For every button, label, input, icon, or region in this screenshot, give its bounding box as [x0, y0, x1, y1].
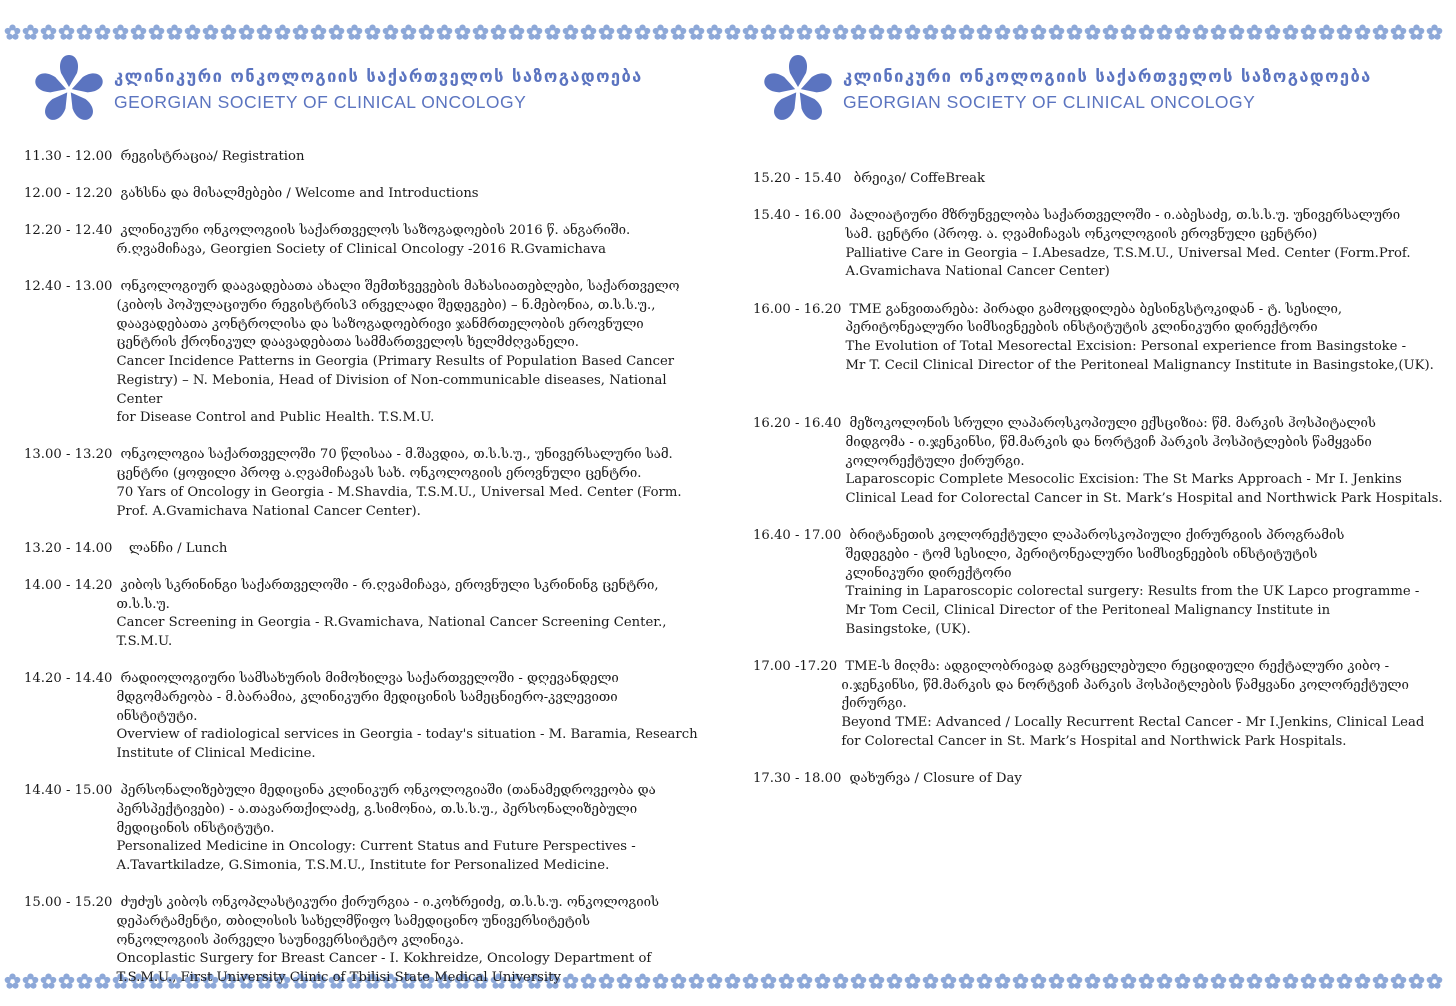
session-detail-line: Laparoscopic Complete Mesocolic Excision: The St Marks Approach - Mr I. Jenkins — [845, 472, 1402, 488]
session-description — [116, 577, 716, 652]
session-time: 15.20 - 15.40 — [753, 171, 850, 186]
flower-icon — [4, 973, 21, 990]
flower-icon — [1030, 24, 1047, 41]
flower-icon — [1156, 973, 1173, 990]
schedule-item — [24, 446, 716, 521]
session-detail-line: Beyond TME: Advanced / Locally Recurrent Rectal Cancer - Mr I.Jenkins, Clinical Lead — [841, 715, 1425, 731]
flower-icon — [832, 24, 849, 41]
session-detail-line: ინსტიტუტი. — [116, 708, 198, 724]
session-detail-line: Mr T. Cecil Clinical Director of the Peritoneal Malignancy Institute in Basingstoke,(UK). — [845, 357, 1434, 373]
session-detail-line: for Disease Control and Public Health. T.S.M.U. — [116, 410, 435, 426]
flower-icon — [1300, 973, 1317, 990]
flower-icon — [544, 24, 561, 41]
schedule-item — [753, 301, 1445, 376]
flower-icon — [580, 24, 597, 41]
flower-icon — [508, 24, 525, 41]
schedule-item — [24, 540, 716, 559]
schedule-item — [753, 770, 1445, 789]
flower-icon — [400, 24, 417, 41]
session-title: მეზოკოლონის სრული ლაპაროსკოპიული ექსციზია: წმ. მარკის ჰოსპიტალის — [849, 416, 1376, 432]
session-detail-line: შედეგები - ტომ სესილი, პერიტონეალური სიმსივნეების ინსტიტუტის — [845, 547, 1318, 563]
schedule-item — [753, 170, 1445, 189]
session-title: კლინიკური ონკოლოგიის საქართველოს საზოგადოების 2016 წ. ანგარიში. — [120, 223, 631, 239]
session-title: ბრეიკი/ CoffeBreak — [853, 171, 985, 186]
flower-icon — [1246, 973, 1263, 990]
session-title: ონკოლოგიურ დაავადებათა ახალი შემთხვევების მახასიათებლები, საქართველო — [120, 279, 680, 295]
flower-icon — [1354, 24, 1371, 41]
session-description — [845, 207, 1445, 282]
flower-icon — [1174, 24, 1191, 41]
flower-icon — [1012, 973, 1029, 990]
flower-icon — [130, 24, 147, 41]
session-detail-line: თ.ს.ს.უ. — [116, 596, 170, 612]
session-time: 15.40 - 16.00 — [753, 208, 846, 224]
session-detail-line: სამ. ცენტრი (პროფ. ა. ღვამიჩავას ონკოლოგიის ეროვნული ცენტრი) — [845, 226, 1318, 242]
flower-icon — [1390, 973, 1407, 990]
session-detail-line: A.Tavartkiladze, G.Simonia, T.S.M.U., Institute for Personalized Medicine. — [116, 858, 610, 874]
session-detail-line: ი.ჯენკინსი, წმ.მარკის და ნორტვიჩ პარკის ჰოსპიტლების წამყვანი კოლორექტული — [841, 677, 1409, 693]
flower-icon — [670, 24, 687, 41]
flower-icon — [904, 24, 921, 41]
top-flower-border — [0, 19, 1456, 45]
session-detail-line: დეპარტამენტი, თბილისის სახელმწიფო სამედიცინო უნივერსიტეტის — [116, 914, 590, 929]
session-detail-line: Palliative Care in Georgia – I.Abesadze, T.S.M.U., Universal Med. Center (Form.Prof. — [845, 245, 1411, 261]
right-schedule — [753, 170, 1445, 789]
session-detail-line: ცენტრის ქრონიკულ დაავადებათა სამმართველოს ხელმძღვანელი. — [116, 335, 579, 351]
flower-icon — [1300, 24, 1317, 41]
left-column — [24, 44, 716, 1006]
session-time: 17.30 - 18.00 — [753, 771, 846, 787]
flower-icon — [4, 24, 21, 41]
session-detail-line: for Colorectal Cancer in St. Mark’s Hospital and Northwick Park Hospitals. — [841, 733, 1347, 749]
session-description — [116, 222, 716, 259]
session-title: ძუძუს კიბოს ონკოპლასტიკური ქირურგია - ი.კოხრეიძე, თ.ს.ს.უ. ონკოლოგიის — [120, 895, 660, 911]
flower-icon — [958, 973, 975, 990]
society-name-english: GEORGIAN SOCIETY OF CLINICAL ONCOLOGY — [843, 91, 1256, 112]
flower-icon — [1156, 24, 1173, 41]
right-column — [753, 44, 1445, 807]
flower-icon — [616, 24, 633, 41]
session-title: ბრიტანეთის კოლორექტული ლაპაროსკოპიული ქირურგიის პროგრამის — [849, 528, 1345, 544]
flower-icon — [814, 24, 831, 41]
session-title: კიბოს სკრინინგი საქართველოში - რ.ღვამიჩავა, ეროვნული სკრინინგ ცენტრი, — [120, 577, 659, 593]
session-title: TME განვითარება: პირადი გამოცდილება ბესინგსტოკიდან - ტ. სესილი, — [849, 301, 1343, 317]
flower-icon — [148, 24, 165, 41]
flower-icon — [1120, 973, 1137, 990]
flower-icon — [112, 24, 129, 41]
flower-icon — [364, 24, 381, 41]
flower-icon — [976, 24, 993, 41]
flower-icon — [850, 24, 867, 41]
session-title: ლანჩი / Lunch — [128, 540, 228, 556]
flower-icon — [346, 24, 363, 41]
society-name-georgian: კლინიკური ონკოლოგიის საქართველოს საზოგადოება — [843, 66, 1372, 86]
flower-icon — [1408, 24, 1425, 41]
session-time: 14.20 - 14.40 — [24, 671, 117, 687]
session-description — [850, 770, 1445, 789]
society-header — [30, 44, 716, 134]
flower-icon — [886, 973, 903, 990]
session-description — [116, 670, 716, 764]
flower-icon — [58, 24, 75, 41]
flower-icon — [1210, 973, 1227, 990]
session-description — [116, 894, 716, 988]
flower-icon — [1282, 24, 1299, 41]
flower-icon — [940, 973, 957, 990]
flower-icon — [454, 24, 471, 41]
flower-icon — [1426, 973, 1443, 990]
session-detail-line: კოლორექტული ქირურგი. — [845, 453, 1025, 469]
session-detail-line: Cancer Incidence Patterns in Georgia (Primary Results of Population Based Cancer — [116, 354, 675, 370]
flower-icon — [1246, 24, 1263, 41]
session-detail-line: (კიბოს პოპულაციური რეგისტრის3 ირველადი შედეგები) – ნ.მებონია, თ.ს.ს.უ., — [116, 298, 656, 314]
flower-icon — [886, 24, 903, 41]
flower-icon — [1048, 24, 1065, 41]
session-detail-line: კლინიკური დირექტორი — [845, 565, 1012, 581]
session-description — [845, 301, 1445, 376]
flower-icon — [1192, 973, 1209, 990]
flower-icon — [310, 24, 327, 41]
session-detail-line: მედიცინის ინსტიტუტი. — [116, 820, 275, 836]
flower-icon — [1264, 973, 1281, 990]
session-detail-line: Mr Tom Cecil, Clinical Director of the Peritoneal Malignancy Institute in — [845, 603, 1331, 619]
session-time: 13.00 - 13.20 — [24, 447, 117, 463]
society-logo-icon — [759, 49, 837, 129]
flower-icon — [1210, 24, 1227, 41]
session-title: გახსნა და მისალმებები / Welcome and Introductions — [120, 186, 479, 202]
flower-icon — [634, 24, 651, 41]
flower-icon — [1012, 24, 1029, 41]
session-time: 16.20 - 16.40 — [753, 416, 846, 432]
session-detail-line: Clinical Lead for Colorectal Cancer in St. Mark’s Hospital and Northwick Park Hospitals. — [845, 491, 1443, 507]
flower-icon — [688, 24, 705, 41]
flower-icon — [166, 24, 183, 41]
flower-icon — [850, 973, 867, 990]
flower-icon — [76, 24, 93, 41]
flower-icon — [418, 24, 435, 41]
flower-icon — [940, 24, 957, 41]
flower-icon — [796, 973, 813, 990]
flower-icon — [1102, 973, 1119, 990]
flower-icon — [1138, 973, 1155, 990]
flower-icon — [1066, 973, 1083, 990]
flower-icon — [724, 973, 741, 990]
flower-icon — [760, 973, 777, 990]
schedule-item — [24, 782, 716, 876]
session-title: რადიოლოგიური სამსახურის მიმოხილვა საქართველოში - დღევანდელი — [120, 671, 619, 687]
session-detail-line: Prof. A.Gvamichava National Cancer Center). — [116, 503, 421, 519]
flower-icon — [706, 24, 723, 41]
schedule-item — [24, 577, 716, 652]
session-time: 12.40 - 13.00 — [24, 279, 117, 295]
schedule-item — [24, 278, 716, 428]
flower-icon — [922, 973, 939, 990]
session-time: 13.20 - 14.00 — [24, 540, 125, 556]
schedule-item — [24, 148, 716, 167]
flower-icon — [1030, 973, 1047, 990]
session-detail-line: Registry) – N. Mebonia, Head of Division of Non-communicable diseases, National Center — [116, 372, 667, 407]
session-detail-line: პერსპექტივები) - ა.თავართქილაძე, გ.სიმონია, თ.ს.ს.უ., პერსონალიზებული — [116, 801, 638, 817]
flower-icon — [1084, 973, 1101, 990]
session-detail-line: მდგომარეობა - მ.ბარამია, კლინიკური მედიცინის სამეცნიერო-კვლევითი — [116, 689, 618, 705]
session-detail-line: რ.ღვამიჩავა, Georgien Society of Clinical Oncology -2016 R.Gvamichava — [116, 242, 606, 258]
session-detail-line: დაავადებათა კონტროლისა და საზოგადოებრივი ჯანმრთელობის ეროვნული — [116, 316, 644, 332]
session-detail-line: Overview of radiological services in Georgia - today's situation - M. Baramia, Research — [116, 727, 698, 743]
flower-icon — [868, 24, 885, 41]
flower-icon — [472, 24, 489, 41]
session-description — [129, 540, 716, 559]
flower-icon — [778, 973, 795, 990]
session-description — [854, 170, 1445, 189]
session-description — [845, 527, 1445, 639]
flower-icon — [22, 24, 39, 41]
flower-icon — [1282, 973, 1299, 990]
session-detail-line: 70 Yars of Oncology in Georgia - M.Shavdia, T.S.M.U., Universal Med. Center (Form. — [116, 484, 682, 500]
flower-icon — [994, 24, 1011, 41]
session-title: პერსონალიზებული მედიცინა კლინიკურ ონკოლოგიაში (თანამედროვეობა და — [120, 783, 656, 799]
flower-icon — [724, 24, 741, 41]
flower-icon — [1264, 24, 1281, 41]
flower-icon — [742, 973, 759, 990]
session-detail-line: Cancer Screening in Georgia - R.Gvamichava, National Cancer Screening Center., T.S.M.U. — [116, 615, 667, 650]
flower-icon — [976, 973, 993, 990]
session-description — [116, 446, 716, 521]
session-detail-line: Oncoplastic Surgery for Breast Cancer - I. Kokhreidze, Oncology Department of — [116, 951, 652, 967]
flower-icon — [94, 24, 111, 41]
flower-icon — [1426, 24, 1443, 41]
session-description — [116, 782, 716, 876]
session-detail-line: Personalized Medicine in Oncology: Current Status and Future Perspectives - — [116, 839, 636, 855]
flower-icon — [904, 973, 921, 990]
session-detail-line: Basingstoke, (UK). — [845, 621, 971, 637]
flower-icon — [1354, 973, 1371, 990]
flower-icon — [1372, 24, 1389, 41]
flower-icon — [1228, 24, 1245, 41]
flower-icon — [778, 24, 795, 41]
society-name-english: GEORGIAN SOCIETY OF CLINICAL ONCOLOGY — [114, 91, 527, 112]
flower-icon — [1318, 973, 1335, 990]
session-time: 14.00 - 14.20 — [24, 577, 117, 593]
flower-icon — [742, 24, 759, 41]
flower-icon — [652, 24, 669, 41]
flower-icon — [1336, 973, 1353, 990]
session-time: 16.40 - 17.00 — [753, 528, 846, 544]
session-detail-line: Training in Laparoscopic colorectal surgery: Results from the UK Lapco programme - — [845, 584, 1420, 600]
flower-icon — [922, 24, 939, 41]
session-time: 12.20 - 12.40 — [24, 223, 117, 239]
flower-icon — [760, 24, 777, 41]
session-time: 16.00 - 16.20 — [753, 301, 846, 317]
session-time: 12.00 - 12.20 — [24, 186, 117, 202]
society-header — [759, 44, 1445, 134]
session-detail-line: A.Gvamichava National Cancer Center) — [845, 264, 1110, 280]
session-detail-line: T.S.M.U., First University Clinic of Tbilisi State Medical University — [116, 970, 561, 986]
flower-icon — [1228, 973, 1245, 990]
society-logo-icon — [30, 49, 108, 129]
left-schedule — [24, 148, 716, 988]
session-detail-line: ონკოლოგიის პირველი საუნივერსიტეტო კლინიკა. — [116, 932, 464, 948]
session-title: რეგისტრაცია/ Registration — [120, 149, 305, 164]
flower-icon — [994, 973, 1011, 990]
session-detail-line: ქირურგი. — [841, 696, 907, 712]
session-detail-line: Institute of Clinical Medicine. — [116, 746, 316, 762]
flower-icon — [1048, 973, 1065, 990]
flower-icon — [1102, 24, 1119, 41]
flower-icon — [202, 24, 219, 41]
flower-icon — [292, 24, 309, 41]
flower-icon — [958, 24, 975, 41]
session-detail-line: მიდგომა - ი.ჯენკინსი, წმ.მარკის და ნორტვიჩ პარკის ჰოსპიტლების წამყვანი — [845, 435, 1372, 451]
session-description — [121, 185, 716, 204]
session-title: პალიატიური მზრუნველობა საქართველოში - ი.აბესაძე, თ.ს.ს.უ. უნივერსალური — [849, 208, 1401, 224]
flower-icon — [562, 24, 579, 41]
session-time: 17.00 -17.20 — [753, 659, 842, 675]
flower-icon — [256, 24, 273, 41]
session-description — [845, 415, 1445, 509]
session-description — [121, 148, 716, 167]
flower-icon — [526, 24, 543, 41]
flower-icon — [598, 24, 615, 41]
session-description — [841, 658, 1445, 752]
flower-icon — [796, 24, 813, 41]
session-title: დახურვა / Closure of Day — [849, 771, 1022, 787]
flower-icon — [220, 24, 237, 41]
flower-icon — [274, 24, 291, 41]
schedule-item — [753, 415, 1445, 509]
session-title: TME-ს მიღმა: ადგილობრივად გავრცელებული რეციდიული რექტალური კიბო - — [845, 659, 1390, 675]
schedule-item — [24, 185, 716, 204]
schedule-item — [753, 527, 1445, 639]
flower-icon — [1192, 24, 1209, 41]
flower-icon — [1066, 24, 1083, 41]
session-time: 15.00 - 15.20 — [24, 895, 117, 911]
schedule-item — [753, 658, 1445, 752]
session-detail-line: The Evolution of Total Mesorectal Excision: Personal experience from Basingstoke - — [845, 338, 1407, 354]
flower-icon — [1336, 24, 1353, 41]
flower-icon — [1120, 24, 1137, 41]
schedule-item — [24, 670, 716, 764]
flower-icon — [40, 24, 57, 41]
session-time: 14.40 - 15.00 — [24, 783, 117, 799]
session-detail-line: პერიტონეალური სიმსივნეების ინსტიტუტის კლინიკური დირექტორი — [845, 320, 1318, 336]
society-name-georgian: კლინიკური ონკოლოგიის საქართველოს საზოგადოება — [114, 66, 643, 86]
flower-icon — [832, 973, 849, 990]
flower-icon — [1408, 973, 1425, 990]
flower-icon — [382, 24, 399, 41]
flower-icon — [814, 973, 831, 990]
session-title: ონკოლოგია საქართველოში 70 წლისაა - მ.შავდია, თ.ს.ს.უ., უნივერსალური სამ. — [120, 447, 673, 463]
flower-icon — [238, 24, 255, 41]
session-time: 11.30 - 12.00 — [24, 149, 117, 164]
flower-icon — [1390, 24, 1407, 41]
flower-icon — [1174, 973, 1191, 990]
flower-icon — [1138, 24, 1155, 41]
flower-icon — [436, 24, 453, 41]
flower-icon — [184, 24, 201, 41]
flower-icon — [490, 24, 507, 41]
flower-icon — [868, 973, 885, 990]
schedule-item — [24, 222, 716, 259]
flower-icon — [1084, 24, 1101, 41]
flower-icon — [1318, 24, 1335, 41]
session-detail-line: ცენტრი (ყოფილი პროფ ა.ღვამიჩავას სახ. ონკოლოგიის ეროვნული ცენტრი. — [116, 466, 642, 482]
schedule-item — [24, 894, 716, 988]
flower-icon — [328, 24, 345, 41]
session-description — [116, 278, 716, 428]
flower-icon — [1372, 973, 1389, 990]
schedule-item — [753, 207, 1445, 282]
